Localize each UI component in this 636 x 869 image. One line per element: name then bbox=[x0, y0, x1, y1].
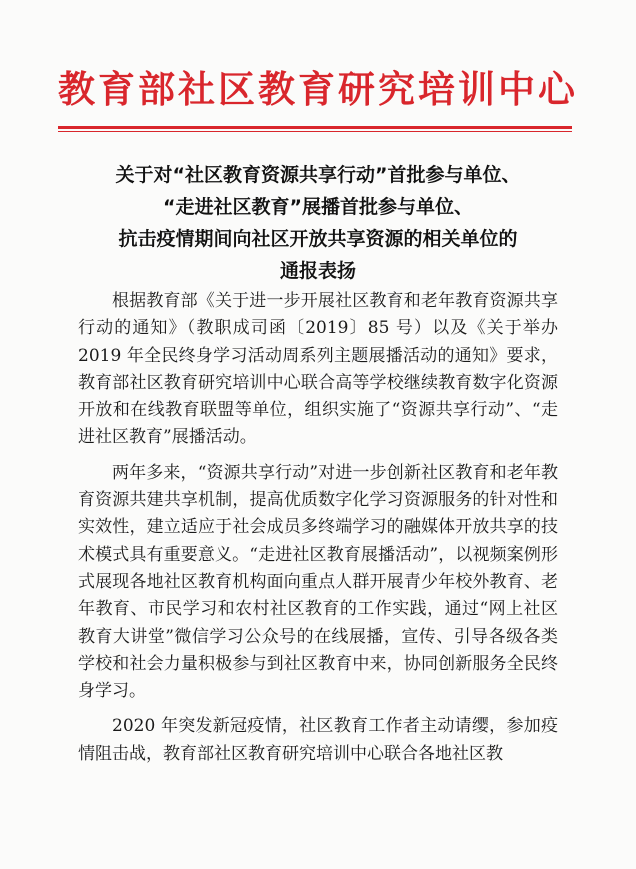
body-paragraph: 根据教育部《关于进一步开展社区教育和老年教育资源共享行动的通知》（教职成司函〔2019〕85 号）以及《关于举办 2019 年全民终身学习活动周系列主题展播活动的通知》要求，教育部社区教育研究培训中心联合高等学校继续教育数字化资源开放和在线教育联盟等单位，组织实施了“资源共享行动”、“走进社区教育”展播活动。 bbox=[78, 291, 558, 448]
body-paragraph: 两年多来，“资源共享行动”对进一步创新社区教育和老年教育资源共建共享机制，提高优质数字化学习资源服务的针对性和实效性，建立适应于社会成员多终端学习的融媒体开放共享的技术模式具有重要意义。“走进社区教育展播活动”，以视频案例形式展现各地社区教育机构面向重点人群开展青少年校外教育、老年教育、市民学习和农村社区教育的工作实践，通过“网上社区教育大讲堂”微信学习公众号的在线展播，宣传、引导各级各类学校和社会力量积极参与到社区教育中来，协同创新服务全民终身学习。 bbox=[78, 462, 558, 702]
notice-title-line: 通报表扬 bbox=[279, 260, 356, 282]
notice-title-line: 关于对“社区教育资源共享行动”首批参与单位、 bbox=[115, 164, 521, 186]
letterhead-rule-thin bbox=[58, 131, 572, 132]
letterhead-rule-thick bbox=[58, 126, 572, 129]
notice-body bbox=[78, 288, 558, 768]
notice-title-line: 抗击疫情期间向社区开放共享资源的相关单位的 bbox=[118, 228, 518, 250]
notice-title-line: “走进社区教育”展播首批参与单位、 bbox=[163, 196, 473, 218]
body-paragraph: 2020 年突发新冠疫情，社区教育工作者主动请缨，参加疫情阻击战，教育部社区教育研究培训中心联合各地社区教 bbox=[78, 716, 558, 764]
notice-title bbox=[60, 159, 576, 287]
letterhead-org-name: 教育部社区教育研究培训中心 bbox=[58, 67, 578, 111]
